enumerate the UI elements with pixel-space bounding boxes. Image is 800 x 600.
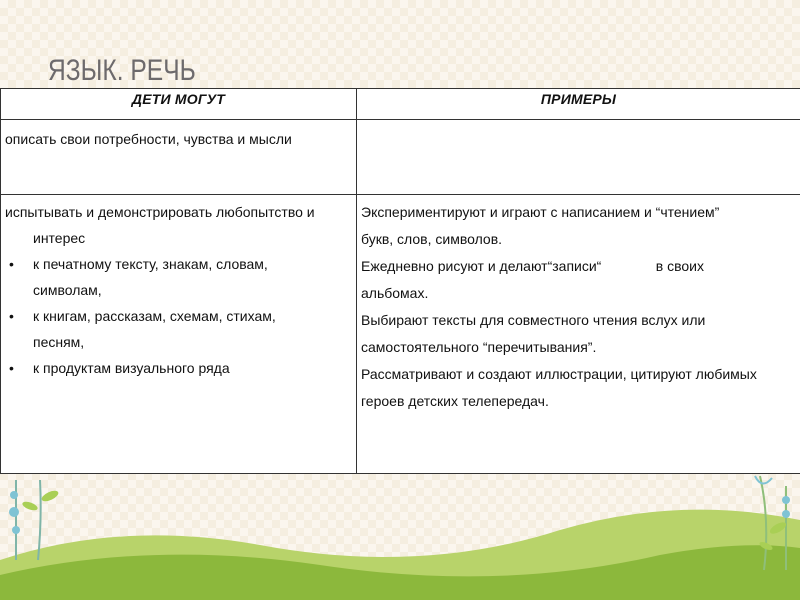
list-item [5, 251, 352, 303]
vine-dot [782, 510, 790, 518]
list-item [5, 355, 352, 381]
header-examples: ПРИМЕРЫ [357, 89, 800, 120]
cell-text: интерес [33, 230, 86, 246]
example-line: Рассматривают и создают иллюстрации, цитируют любимых [361, 366, 757, 382]
cell-text: испытывать и демонстрировать любопытство и [5, 204, 315, 220]
left-vine-icon [16, 480, 41, 560]
table-row [1, 195, 800, 474]
vine-dot [9, 507, 19, 517]
header-children-can: ДЕТИ МОГУТ [1, 89, 357, 120]
example-line: альбомах. [361, 285, 429, 301]
list-item [5, 303, 352, 355]
cell-row2-left [1, 195, 357, 474]
example-line: Выбирают тексты для совместного чтения вслух или [361, 312, 706, 328]
vine-dot [10, 491, 18, 499]
list-item-text: песням, [33, 334, 85, 350]
list-item-text: символам, [33, 282, 102, 298]
example-line: Ежедневно рисуют и делают“записи“ в своих [361, 258, 704, 274]
list-item-text: к книгам, рассказам, схемам, стихам, [33, 308, 276, 324]
example-line: самостоятельного “перечитывания”. [361, 339, 597, 355]
example-line: букв, слов, символов. [361, 231, 503, 247]
slide-title: ЯЗЫК. РЕЧЬ [48, 54, 196, 87]
leaf-icon [40, 489, 60, 504]
hook-icon [755, 476, 772, 484]
example-line: героев детских телепередач. [361, 393, 549, 409]
cell-text: описать свои потребности, чувства и мысли [5, 131, 292, 147]
bullet-icon: • [9, 256, 14, 272]
cell-row1-left [1, 120, 357, 195]
cell-row2-right [357, 195, 800, 474]
leaf-icon [21, 500, 38, 512]
content-table [0, 88, 800, 474]
list-item-text: к печатному тексту, знакам, словам, [33, 256, 268, 272]
bullet-icon: • [9, 308, 14, 324]
list-item-text: к продуктам визуального ряда [33, 360, 230, 376]
bullet-list [5, 251, 352, 381]
cell-row1-right [357, 120, 800, 195]
table-row [1, 120, 800, 195]
bullet-icon: • [9, 360, 14, 376]
vine-dot [12, 526, 20, 534]
example-line: Экспериментируют и играют с написанием и “чтением” [361, 204, 720, 220]
header-row [1, 89, 800, 120]
vine-dot [782, 496, 790, 504]
